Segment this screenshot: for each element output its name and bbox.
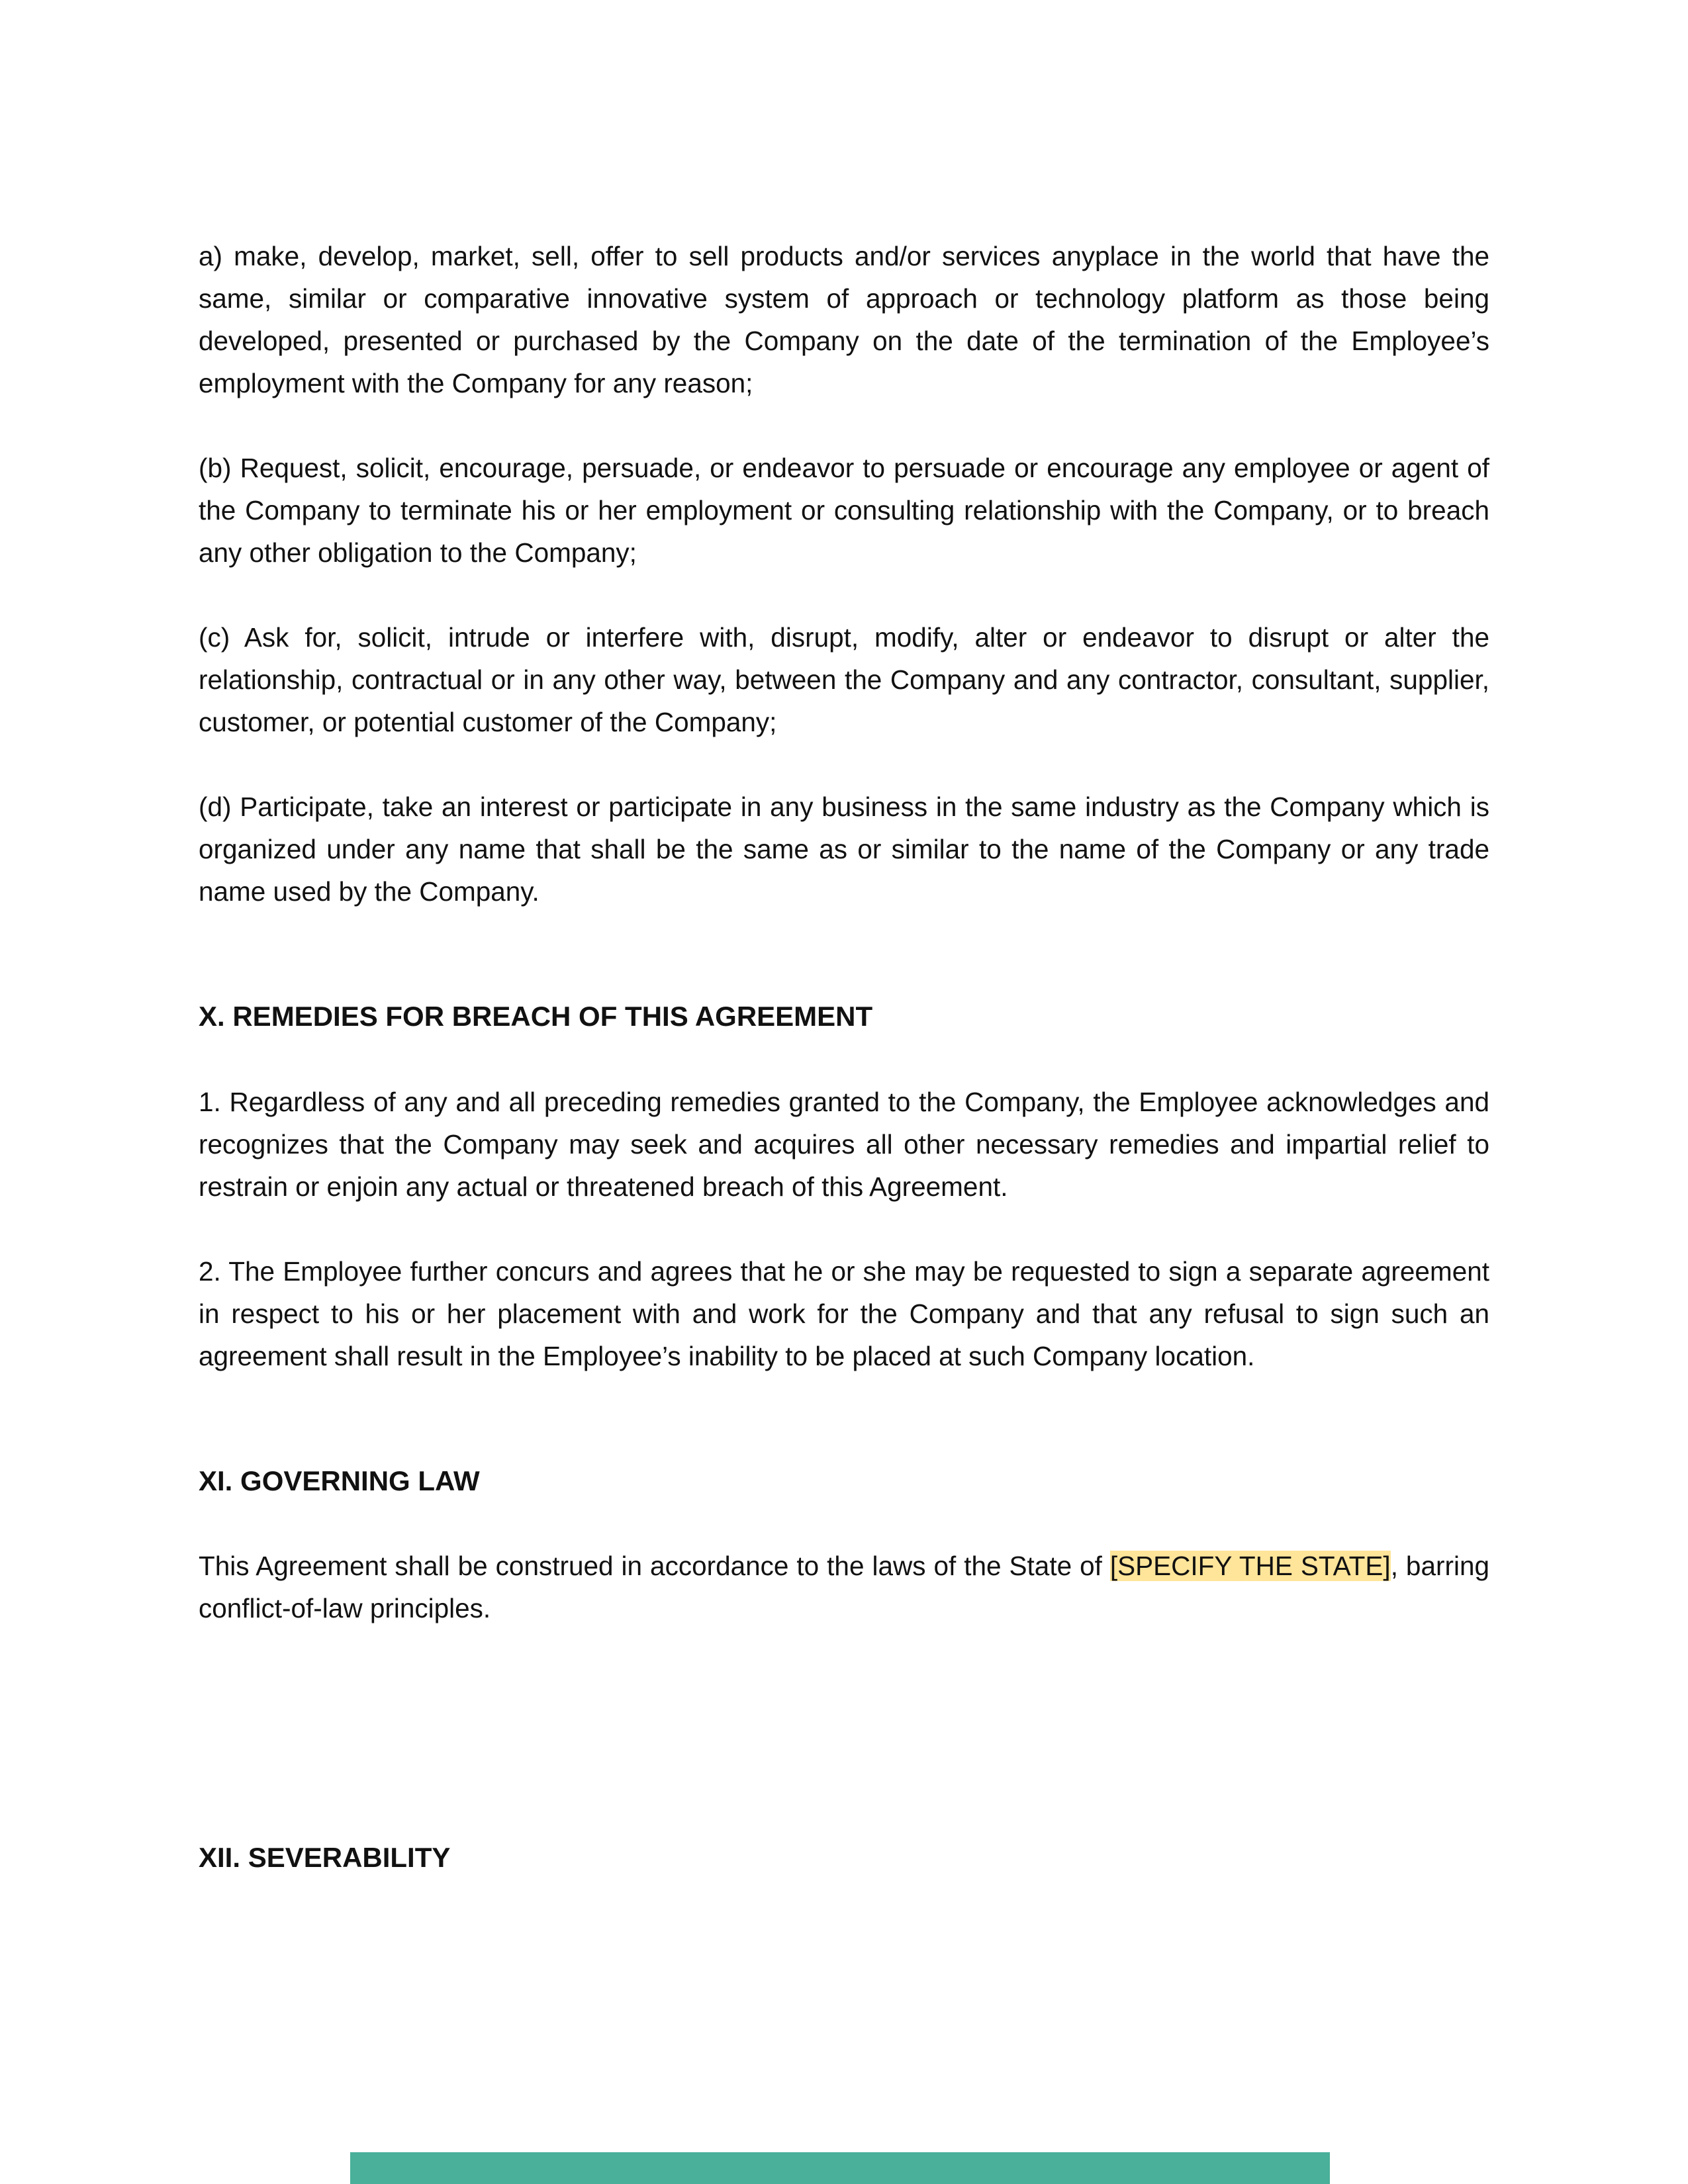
- section-xii-heading: XII. SEVERABILITY: [199, 1842, 451, 1873]
- section-x-paragraph-2: 2. The Employee further concurs and agrees that he or she may be requested to sign a separate agreement in respect to his or her placement with and work for the Company and that any refusal to sign such an agreement shall result in the Employee’s inability to be placed at such Company location.: [199, 1256, 1489, 1371]
- governing-law-text-after: , barring conflict-of-law principles.: [199, 1551, 1489, 1623]
- footer-accent-bar: [350, 2152, 1330, 2184]
- state-placeholder[interactable]: [SPECIFY THE STATE]: [1109, 1551, 1391, 1581]
- governing-law-text-before: This Agreement shall be construed in accordance to the laws of the State of: [199, 1551, 1110, 1581]
- document-page: [199, 235, 1489, 1879]
- restriction-c: (c) Ask for, solicit, intrude or interfere with, disrupt, modify, alter or endeavor to disrupt or alter the relationship, contractual or in any other way, between the Company and any contractor, consultant, supplier, customer, or potential customer of the Company;: [199, 622, 1489, 737]
- restriction-b: (b) Request, solicit, encourage, persuade, or endeavor to persuade or encourage any employee or agent of the Company to terminate his or her employment or consulting relationship with the Company, or to breach any other obligation to the Company;: [199, 453, 1489, 568]
- section-x-paragraph-1: 1. Regardless of any and all preceding remedies granted to the Company, the Employee acknowledges and recognizes that the Company may seek and acquires all other necessary remedies and impartial relief to restrain or enjoin any actual or threatened breach of this Agreement.: [199, 1087, 1489, 1202]
- section-xi-paragraph: [199, 1545, 1489, 1629]
- restriction-d: (d) Participate, take an interest or participate in any business in the same industry as the Company which is organized under any name that shall be the same as or similar to the name of the Company or any trade name used by the Company.: [199, 792, 1489, 907]
- section-xi-heading: XI. GOVERNING LAW: [199, 1465, 480, 1496]
- section-x-heading: X. REMEDIES FOR BREACH OF THIS AGREEMENT: [199, 1001, 873, 1032]
- restriction-a: a) make, develop, market, sell, offer to sell products and/or services anyplace in the world that have the same, similar or comparative innovative system of approach or technology platform as those being developed, presented or purchased by the Company on the date of the termination of the Employee’s employment with the Company for any reason;: [199, 241, 1489, 398]
